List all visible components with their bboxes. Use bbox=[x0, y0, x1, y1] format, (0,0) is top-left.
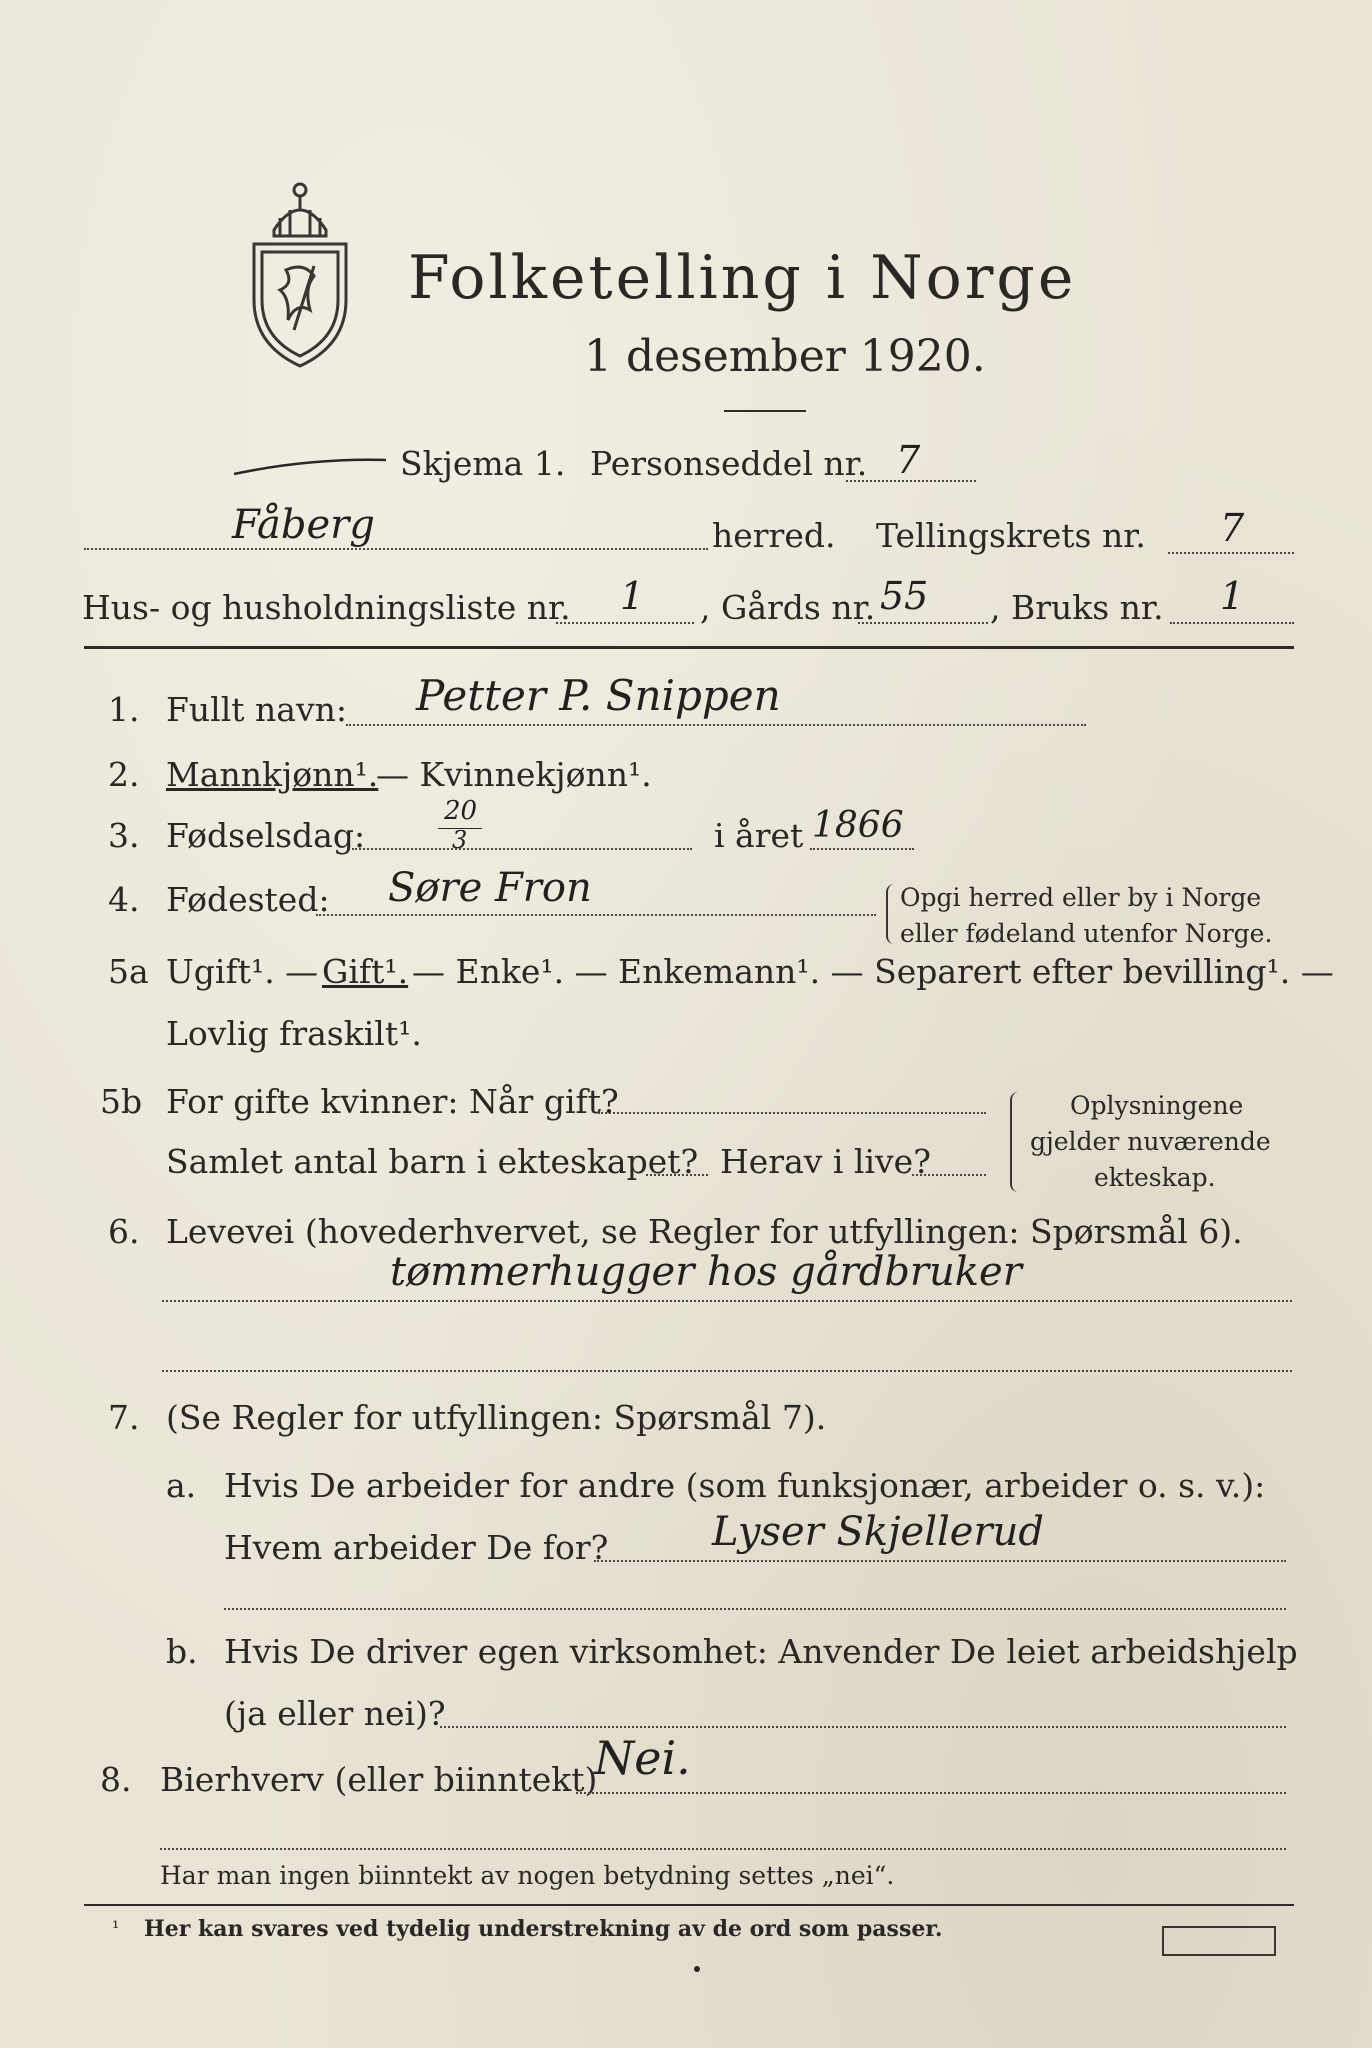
q7b-answer-line bbox=[440, 1726, 1286, 1728]
footnote-text: Her kan svares ved tydelig understrekning av de ord som passer. bbox=[144, 1916, 943, 1942]
tellingskrets-label: Tellingskrets nr. bbox=[876, 516, 1146, 555]
bruks-value: 1 bbox=[1220, 574, 1245, 618]
q7a-line1: Hvis De arbeider for andre (som funksjonær, arbeider o. s. v.): bbox=[224, 1466, 1266, 1505]
q6-label: Levevei (hovederhvervet, se Regler for utfyllingen: Spørsmål 6). bbox=[166, 1212, 1243, 1251]
q3-year-label: i året bbox=[714, 816, 804, 855]
hus-value: 1 bbox=[620, 574, 645, 618]
herred-line bbox=[84, 548, 708, 550]
q3-day: 20 bbox=[444, 796, 478, 826]
q5b-alive-line bbox=[912, 1174, 986, 1176]
printer-stamp bbox=[1162, 1926, 1276, 1956]
personseddel-value: 7 bbox=[896, 438, 921, 482]
herred-value: Fåberg bbox=[232, 502, 375, 548]
q5a-gift: Gift¹. bbox=[322, 952, 409, 991]
hus-line bbox=[556, 622, 694, 624]
q3-label: Fødselsdag: bbox=[166, 816, 366, 855]
q8-extra-line bbox=[160, 1848, 1286, 1850]
footnote-mark: ¹ bbox=[112, 1918, 120, 1939]
q5b-brace bbox=[1010, 1092, 1022, 1192]
form-title: Folketelling i Norge bbox=[408, 243, 1077, 313]
q5b-label3: Herav i live? bbox=[720, 1142, 931, 1181]
q7a-line2: Hvem arbeider De for? bbox=[224, 1528, 609, 1567]
q7b-line1: Hvis De driver egen virksomhet: Anvender De leiet arbeidshjelp bbox=[224, 1632, 1298, 1671]
q6-value: tømmerhugger hos gårdbruker bbox=[390, 1249, 1022, 1295]
q7a-extra-line bbox=[224, 1608, 1286, 1610]
q5b-married-line bbox=[598, 1112, 986, 1114]
footer-divider bbox=[84, 1904, 1294, 1906]
q8-value: Nei. bbox=[594, 1731, 691, 1785]
q6-number: 6. bbox=[108, 1212, 140, 1251]
q5a-rest: — Enke¹. — Enkemann¹. — Separert efter bevilling¹. — bbox=[412, 952, 1334, 991]
q4-note-line2: eller fødeland utenfor Norge. bbox=[900, 919, 1273, 948]
ink-stroke bbox=[230, 452, 390, 482]
hus-label: Hus- og husholdningsliste nr. bbox=[82, 588, 571, 627]
q6-line1 bbox=[162, 1300, 1292, 1302]
q7b-line2: (ja eller nei)? bbox=[224, 1694, 446, 1733]
gards-label: , Gårds nr. bbox=[700, 588, 876, 627]
q8-number: 8. bbox=[100, 1760, 132, 1799]
q5a-fraskilt: Lovlig fraskilt¹. bbox=[166, 1014, 422, 1053]
q8-line bbox=[576, 1792, 1286, 1794]
q8-label: Bierhverv (eller biinntekt) bbox=[160, 1760, 598, 1799]
q2-male: Mannkjønn¹. bbox=[166, 755, 379, 794]
gards-value: 55 bbox=[880, 574, 929, 618]
page-dot bbox=[694, 1966, 700, 1972]
q7-number: 7. bbox=[108, 1398, 140, 1437]
q4-line bbox=[316, 914, 876, 916]
q2-number: 2. bbox=[108, 755, 140, 794]
q5b-label1: For gifte kvinner: Når gift? bbox=[166, 1082, 619, 1121]
skjema-label: Skjema 1. bbox=[400, 444, 566, 483]
q5a-number: 5a bbox=[108, 952, 149, 991]
q6-line2 bbox=[162, 1370, 1292, 1372]
q3-month: 3 bbox=[452, 826, 468, 854]
q3-number: 3. bbox=[108, 816, 140, 855]
q7b-number: b. bbox=[166, 1632, 198, 1671]
q7a-answer-line bbox=[594, 1560, 1286, 1562]
bruks-line bbox=[1170, 622, 1294, 624]
tellingskrets-value: 7 bbox=[1220, 506, 1245, 550]
q5b-note-line3: ekteskap. bbox=[1094, 1163, 1216, 1192]
q4-label: Fødested: bbox=[166, 880, 330, 919]
q3-year: 1866 bbox=[812, 805, 904, 846]
herred-label: herred. bbox=[712, 516, 836, 555]
q4-note-line1: Opgi herred eller by i Norge bbox=[900, 883, 1262, 912]
header-divider bbox=[84, 646, 1294, 649]
q5b-note-line1: Oplysningene bbox=[1070, 1091, 1244, 1120]
q2-female: — Kvinnekjønn¹. bbox=[376, 755, 652, 794]
q1-number: 1. bbox=[108, 690, 140, 729]
bruks-label: , Bruks nr. bbox=[990, 588, 1164, 627]
q5b-number: 5b bbox=[100, 1082, 143, 1121]
title-divider bbox=[724, 410, 806, 412]
q1-line bbox=[346, 724, 1086, 726]
q1-label: Fullt navn: bbox=[166, 690, 347, 729]
q4-value: Søre Fron bbox=[388, 865, 592, 911]
coat-of-arms-icon bbox=[244, 170, 356, 370]
q3-date-line bbox=[352, 848, 692, 850]
q4-number: 4. bbox=[108, 880, 140, 919]
q7a-number: a. bbox=[166, 1466, 197, 1505]
q5b-children-line bbox=[646, 1174, 708, 1176]
footer-note: Har man ingen biinntekt av nogen betydning settes „nei“. bbox=[160, 1861, 895, 1890]
q5b-note-line2: gjelder nuværende bbox=[1030, 1127, 1271, 1156]
q7-label: (Se Regler for utfyllingen: Spørsmål 7). bbox=[166, 1398, 827, 1437]
q3-year-line bbox=[810, 848, 914, 850]
gards-line bbox=[858, 622, 988, 624]
q5b-label2: Samlet antal barn i ekteskapet? bbox=[166, 1142, 699, 1181]
q7a-value: Lyser Skjellerud bbox=[712, 1509, 1044, 1555]
q4-brace bbox=[886, 884, 896, 944]
q5a-ugift: Ugift¹. — bbox=[166, 952, 319, 991]
form-subtitle: 1 desember 1920. bbox=[584, 331, 986, 382]
tellingskrets-line bbox=[1168, 552, 1294, 554]
q1-value: Petter P. Snippen bbox=[416, 671, 781, 720]
personseddel-label: Personseddel nr. bbox=[590, 444, 868, 483]
